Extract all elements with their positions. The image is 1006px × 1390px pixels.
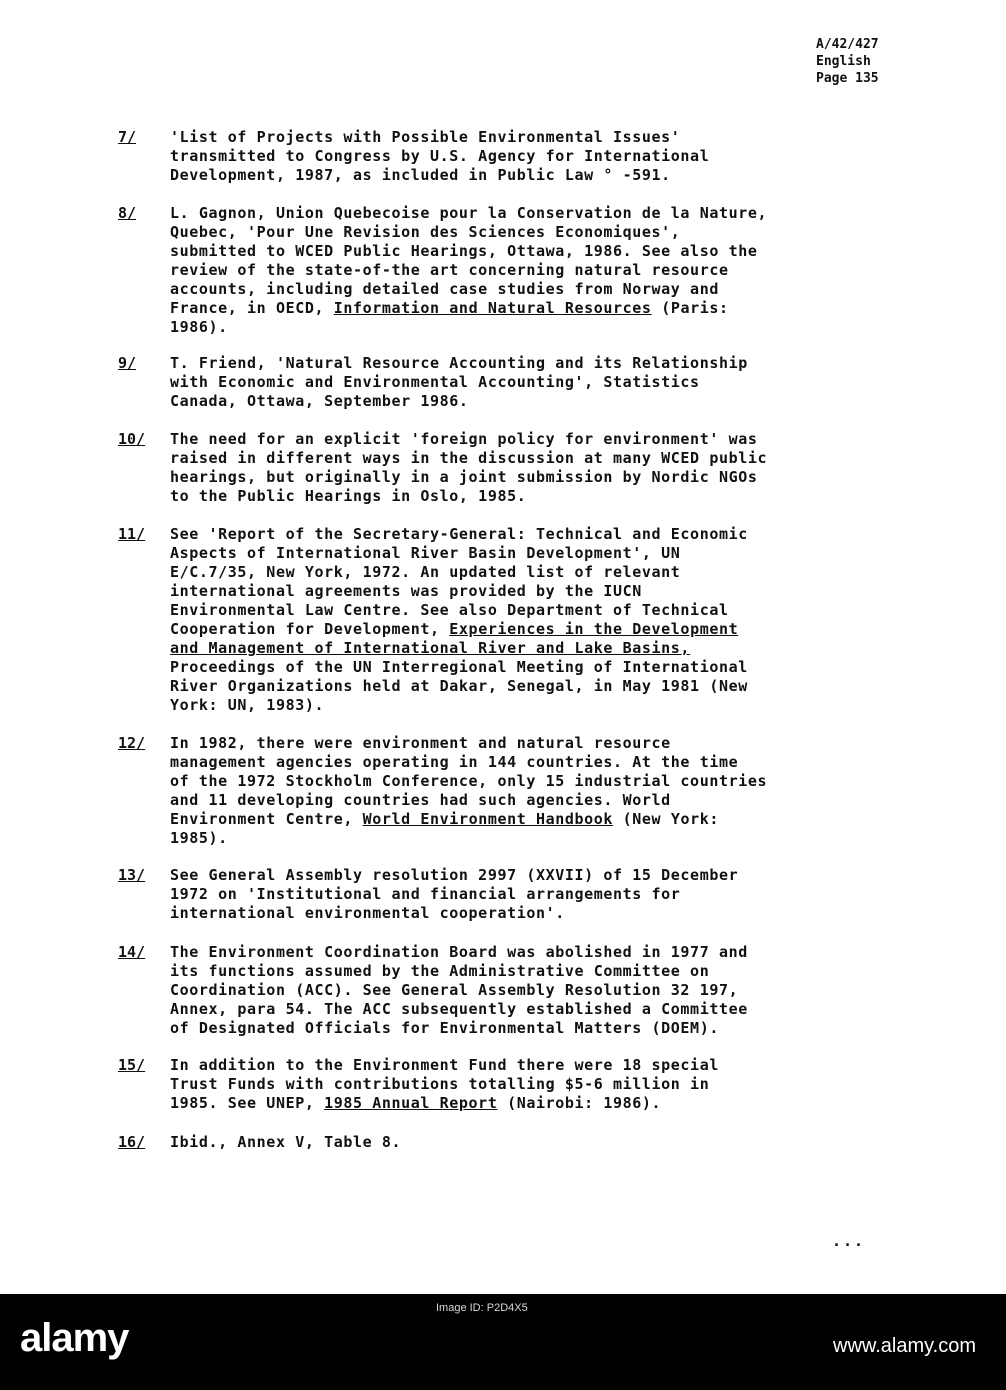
footnote-text: T. Friend, 'Natural Resource Accounting and its Relationship with Economic and Environmental Accounting', Statistics Canada, Ottawa, September 1986. bbox=[170, 354, 748, 410]
footnote-number: 8/ bbox=[118, 204, 137, 222]
footnote-text: L. Gagnon, Union Quebecoise pour la Conservation de la Nature, Quebec, 'Pour Une Revision des Sciences Economiques', submitted to WCED Public Hearings, Ottawa, 1986. See also the review of the state-of-the art concerning natural resource accounts, including detailed case studies from Norway and France, in OECD, Information and Natural Resources (Paris: 1986). bbox=[170, 204, 768, 336]
footnote-text: The need for an explicit 'foreign policy for environment' was raised in different ways in the discussion at many WCED public hearings, but originally in a joint submission by Nordic NGOs to the Public Hearings in Oslo, 1985. bbox=[170, 430, 768, 505]
continuation-mark: ... bbox=[832, 1232, 866, 1250]
footnote-number: 14/ bbox=[118, 943, 146, 961]
footnote-text: In 1982, there were environment and natural resource management agencies operating in 144 countries. At the time of the 1972 Stockholm Conference, only 15 industrial countries and 11 developing countries had such agencies. World Environment Centre, World Environment Handbook (New York: 1985). bbox=[170, 734, 768, 847]
doc-language: English bbox=[816, 54, 871, 69]
underlined-title: Experiences in the Development bbox=[449, 620, 739, 638]
underlined-title: World Environment Handbook bbox=[362, 810, 614, 828]
footnote-number: 11/ bbox=[118, 525, 146, 543]
footnote-text: In addition to the Environment Fund there were 18 special Trust Funds with contributions totalling $5-6 million in 1985. See UNEP, 1985 Annual Report (Nairobi: 1986). bbox=[170, 1056, 719, 1112]
footnote-number: 10/ bbox=[118, 430, 146, 448]
footnote-text: Ibid., Annex V, Table 8. bbox=[170, 1133, 402, 1151]
footnote-number: 13/ bbox=[118, 866, 146, 884]
footnote-number: 7/ bbox=[118, 128, 137, 146]
footnote-text: See 'Report of the Secretary-General: Technical and Economic Aspects of International River Basin Development', UN E/C.7/35, New York, 1972. An updated list of relevant international agreements was provided by the IUCN Environmental Law Centre. See also Department of Technical Cooperation for Development, Experiences in the Development and Management of International River and Lake Basins, Proceedings of the UN Interregional Meeting of International River Organizations held at Dakar, Senegal, in May 1981 (New York: UN, 1983). bbox=[170, 525, 748, 714]
document-header bbox=[816, 36, 896, 87]
footnote-text: See General Assembly resolution 2997 (XXVII) of 15 December 1972 on 'Institutional and financial arrangements for international environmental cooperation'. bbox=[170, 866, 739, 922]
image-id: Image ID: P2D4X5 bbox=[436, 1302, 528, 1314]
doc-symbol: A/42/427 bbox=[816, 37, 879, 52]
brand-logo: alamy bbox=[20, 1316, 129, 1360]
footnote-number: 15/ bbox=[118, 1056, 146, 1074]
underlined-title: Information and Natural Resources bbox=[333, 299, 652, 317]
footnote-number: 16/ bbox=[118, 1133, 146, 1151]
footnote-number: 12/ bbox=[118, 734, 146, 752]
footnote-text: 'List of Projects with Possible Environmental Issues' transmitted to Congress by U.S. Agency for International Development, 1987, as included in Public Law ° -591. bbox=[170, 128, 710, 184]
footnote-text: The Environment Coordination Board was abolished in 1977 and its functions assumed by the Administrative Committee on Coordination (ACC). See General Assembly Resolution 32 197, Annex, para 54. The ACC subsequently established a Committee of Designated Officials for Environmental Matters (DOEM). bbox=[170, 943, 748, 1037]
footnote-number: 9/ bbox=[118, 354, 137, 372]
page-number: Page 135 bbox=[816, 71, 879, 86]
site-url: www.alamy.com bbox=[833, 1335, 976, 1357]
underlined-title: 1985 Annual Report bbox=[324, 1094, 498, 1112]
